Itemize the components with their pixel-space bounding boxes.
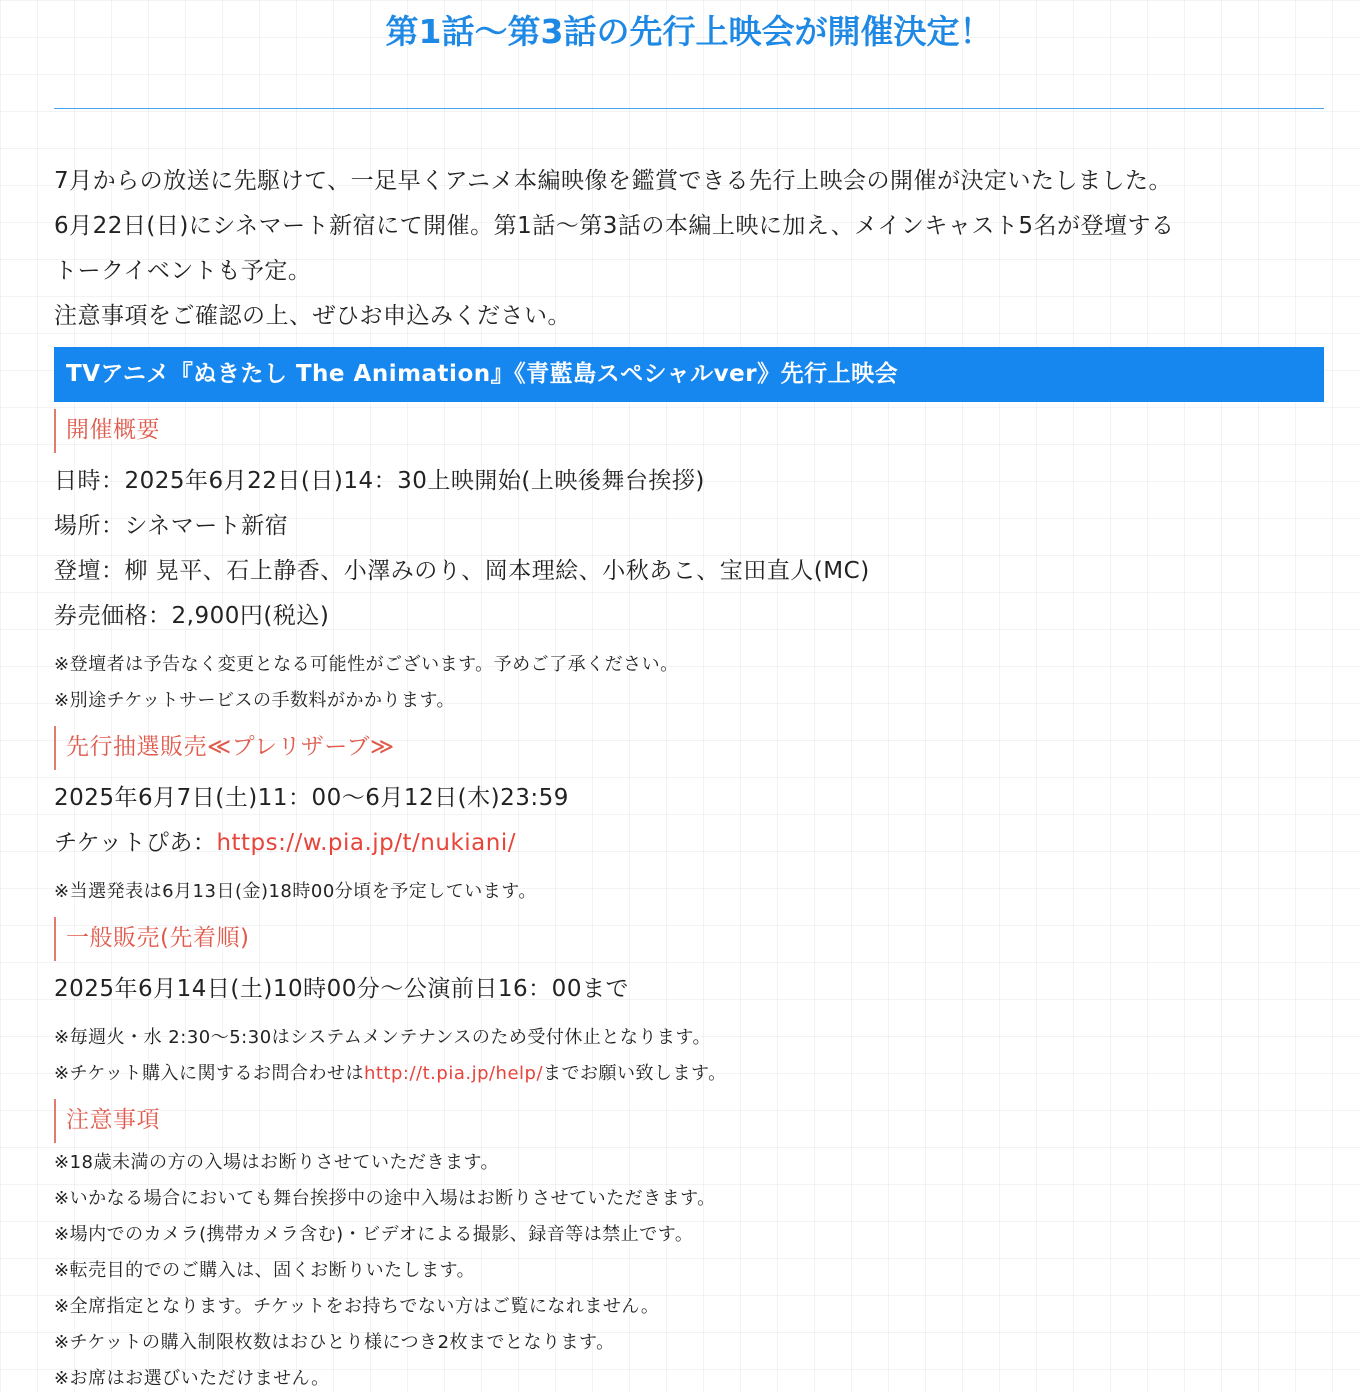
help-note-suffix: までお願い致します。 <box>543 1063 727 1084</box>
general-sale-details <box>54 967 1324 1012</box>
section-heading-cautions: 注意事項 <box>54 1099 1324 1143</box>
intro-line: トークイベントも予定。 <box>54 258 312 284</box>
caution-item: ※いかなる場合においても舞台挨拶中の途中入場はお断りさせていただきます。 <box>54 1188 716 1209</box>
overview-details <box>54 459 1324 639</box>
event-title-banner: TVアニメ『ぬきたし The Animation』《青藍島スペシャルver》先行上映会 <box>54 347 1324 402</box>
intro-line: 注意事項をご確認の上、ぜひお申込みください。 <box>54 303 571 329</box>
caution-item: ※場内でのカメラ(携帯カメラ含む)・ビデオによる撮影、録音等は禁止です。 <box>54 1224 694 1245</box>
intro-line: 7月からの放送に先駆けて、一足早くアニメ本編映像を鑑賞できる先行上映会の開催が決定いたしました。 <box>54 168 1173 194</box>
section-heading-lottery: 先行抽選販売≪プレリザーブ≫ <box>54 726 1324 770</box>
event-cast: 登壇：柳 晃平、石上静香、小澤みのり、岡本理絵、小秋あこ、宝田直人(MC) <box>54 558 870 584</box>
caution-item: ※お席はお選びいただけません。 <box>54 1368 330 1389</box>
note-line: ※別途チケットサービスの手数料がかかります。 <box>54 690 456 711</box>
ticket-pia-link[interactable]: https://w.pia.jp/t/nukiani/ <box>216 830 516 856</box>
caution-item: ※全席指定となります。チケットをお持ちでない方はご覧になれません。 <box>54 1296 660 1317</box>
help-link[interactable]: http://t.pia.jp/help/ <box>363 1063 544 1084</box>
ticket-price: 券売価格：2,900円(税込) <box>54 603 330 629</box>
lottery-notes <box>54 874 1324 910</box>
news-article <box>54 0 1324 1392</box>
note-line: ※毎週火・水 2:30〜5:30はシステムメンテナンスのため受付休止となります。 <box>54 1027 711 1048</box>
caution-item: ※チケットの購入制限枚数はおひとり様につき2枚までとなります。 <box>54 1332 615 1353</box>
page-title: 第1話〜第3話の先行上映会が開催決定！ <box>385 12 993 51</box>
lottery-details <box>54 776 1324 866</box>
caution-item: ※18歳未満の方の入場はお断りさせていただきます。 <box>54 1152 500 1173</box>
help-note-prefix: ※チケット購入に関するお問合わせは <box>54 1063 364 1084</box>
event-venue: 場所：シネマート新宿 <box>54 513 289 539</box>
caution-list <box>54 1145 1324 1392</box>
lottery-ticket-line <box>54 821 1324 866</box>
title-divider <box>54 108 1324 109</box>
caution-item: ※転売目的でのご購入は、固くお断りいたします。 <box>54 1260 476 1281</box>
intro-line: 6月22日(日)にシネマート新宿にて開催。第1話〜第3話の本編上映に加え、メインキャスト5名が登壇する <box>54 213 1175 239</box>
lottery-period: 2025年6月7日(土)11：00〜6月12日(木)23:59 <box>54 785 569 811</box>
ticket-service-label: チケットぴあ： <box>54 830 217 856</box>
intro-text <box>54 159 1324 339</box>
note-line: ※登壇者は予告なく変更となる可能性がございます。予めご了承ください。 <box>54 654 679 675</box>
event-datetime: 日時：2025年6月22日(日)14：30上映開始(上映後舞台挨拶) <box>54 468 705 494</box>
general-sale-period: 2025年6月14日(土)10時00分〜公演前日16：00まで <box>54 976 629 1002</box>
overview-notes <box>54 647 1324 719</box>
section-heading-general-sale: 一般販売(先着順) <box>54 917 1324 961</box>
note-line: ※当選発表は6月13日(金)18時00分頃を予定しています。 <box>54 881 537 902</box>
section-heading-overview: 開催概要 <box>54 409 1324 453</box>
note-line-help <box>54 1056 1324 1092</box>
general-sale-notes <box>54 1020 1324 1092</box>
